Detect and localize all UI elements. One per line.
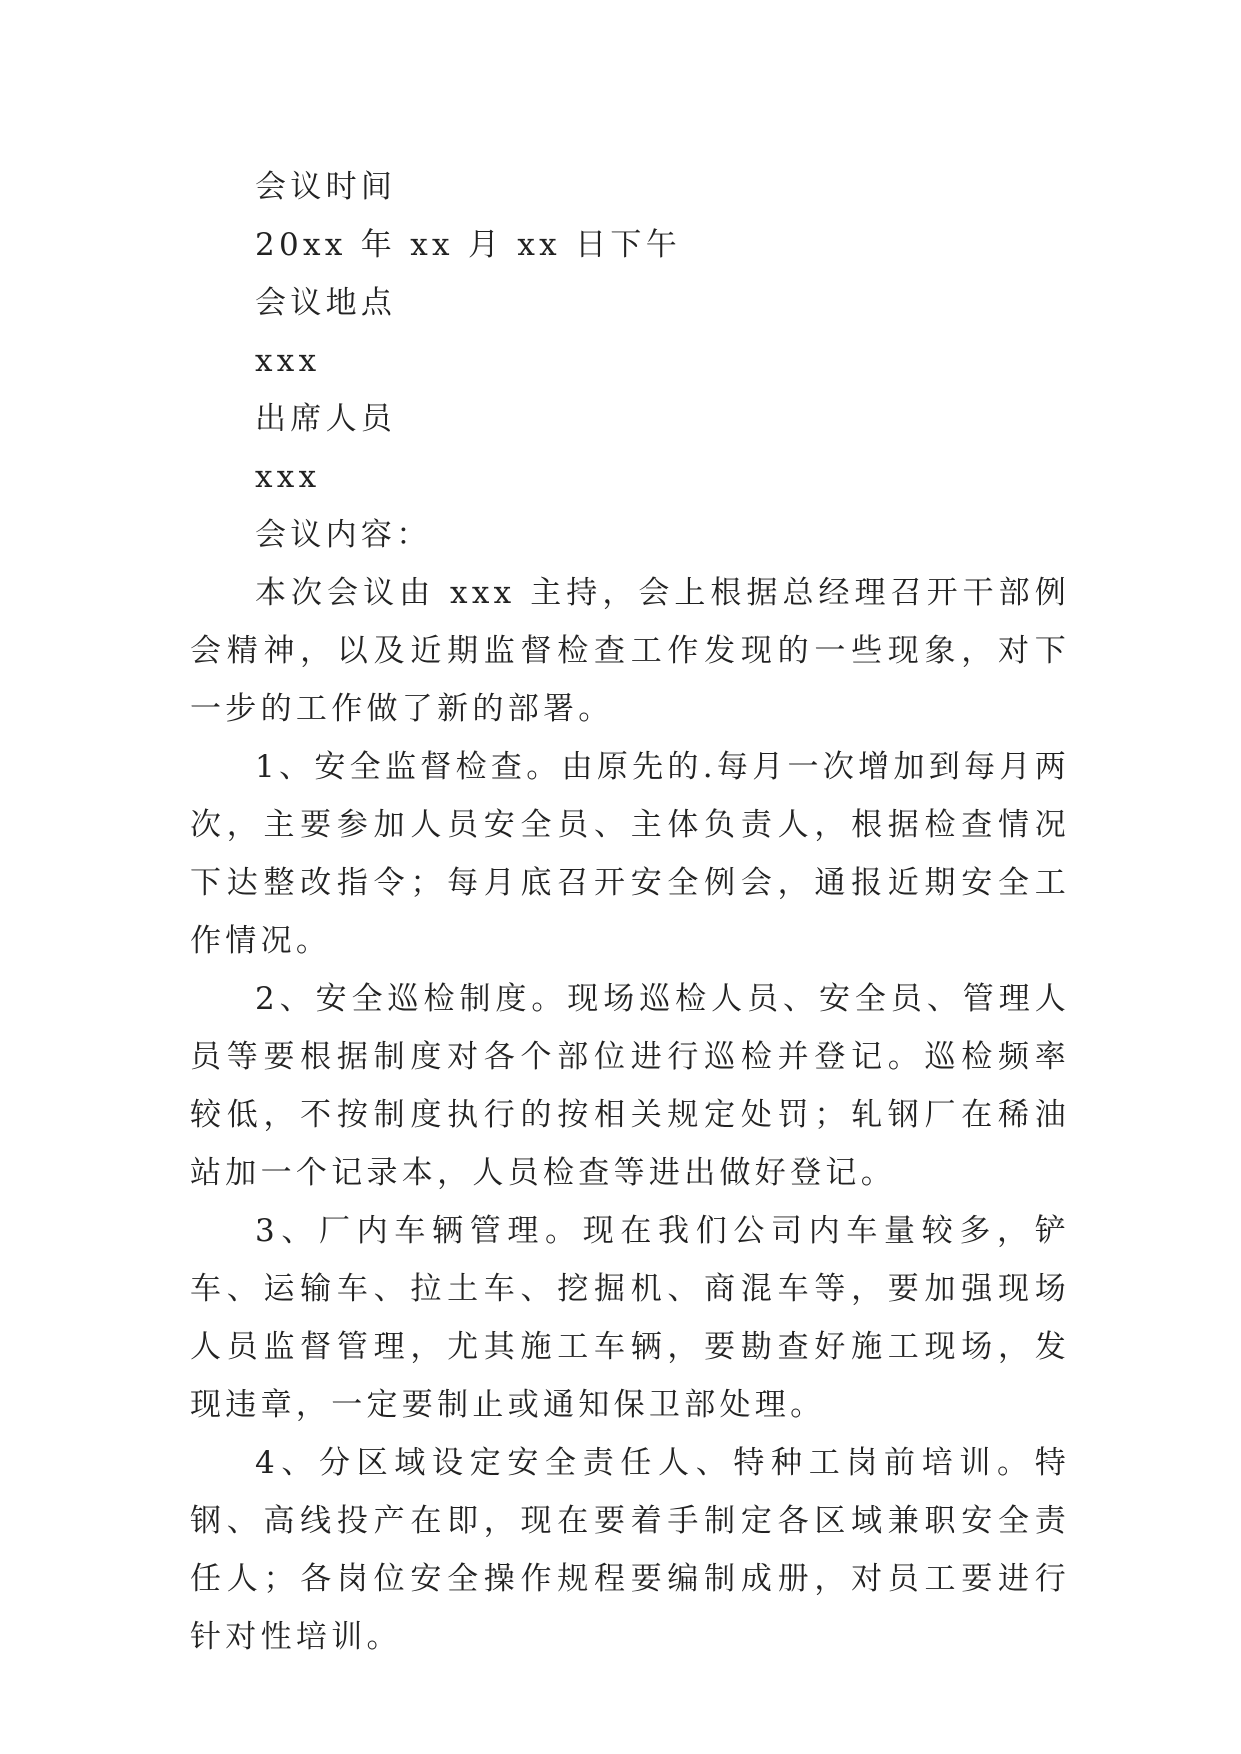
meeting-content-label: 会议内容： <box>255 517 432 553</box>
paragraph-item-4: 4、分区域设定安全责任人、特种工岗前培训。特钢、高线投产在即，现在要着手制定各区域兼职安全责任人；各岗位安全操作规程要编制成册，对员工要进行针对性培训。 <box>190 1445 1070 1655</box>
paragraph-item-2: 2、安全巡检制度。现场巡检人员、安全员、管理人员等要根据制度对各个部位进行巡检并登记。巡检频率较低，不按制度执行的按相关规定处罚；轧钢厂在稀油站加一个记录本，人员检查等进出做好登记。 <box>190 981 1070 1191</box>
meeting-place-label: 会议地点 <box>255 285 397 321</box>
meeting-time-label: 会议时间 <box>255 169 397 205</box>
meeting-time-value: 20xx 年 xx 月 xx 日下午 <box>255 227 682 263</box>
document-body <box>190 158 1070 1666</box>
paragraph-item-3: 3、厂内车辆管理。现在我们公司内车量较多，铲车、运输车、拉土车、挖掘机、商混车等，要加强现场人员监督管理，尤其施工车辆，要勘查好施工现场，发现违章，一定要制止或通知保卫部处理。 <box>190 1213 1070 1423</box>
attendees-label: 出席人员 <box>255 401 397 437</box>
paragraph-intro: 本次会议由 xxx 主持，会上根据总经理召开干部例会精神，以及近期监督检查工作发现的一些现象，对下一步的工作做了新的部署。 <box>190 575 1070 727</box>
attendees-value: xxx <box>255 459 321 495</box>
paragraph-item-1: 1、安全监督检查。由原先的.每月一次增加到每月两次，主要参加人员安全员、主体负责人，根据检查情况下达整改指令；每月底召开安全例会，通报近期安全工作情况。 <box>190 749 1070 959</box>
meeting-place-value: xxx <box>255 343 321 379</box>
